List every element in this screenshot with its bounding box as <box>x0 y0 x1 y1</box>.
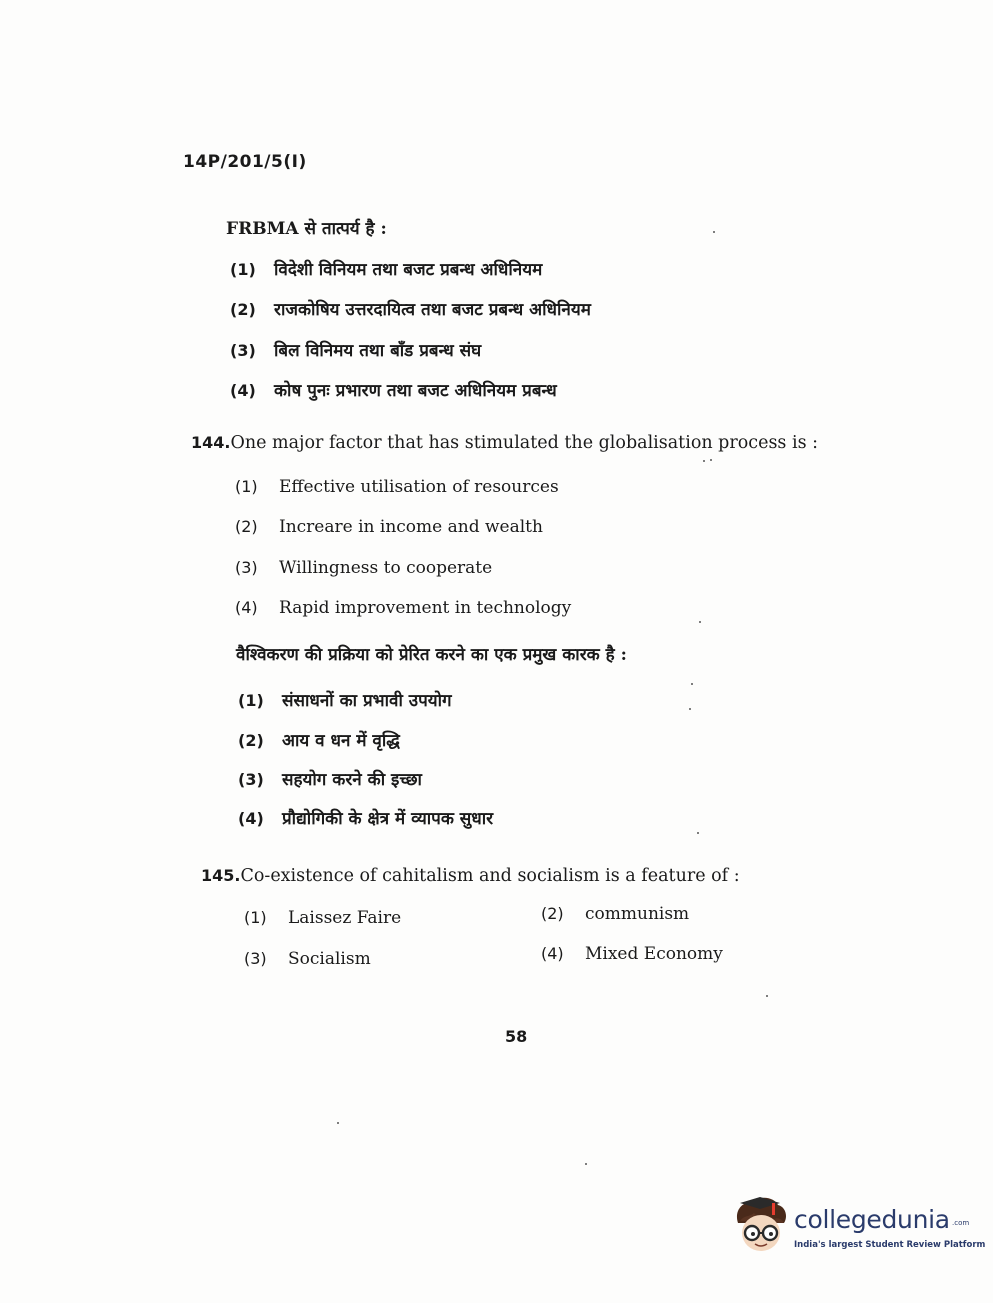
option-text: Mixed Economy <box>585 944 723 964</box>
option-text: कोष पुनः प्रभारण तथा बजट अधिनियम प्रबन्ध <box>274 381 557 401</box>
option-number: (4) <box>541 944 564 963</box>
option-text: communism <box>585 904 690 924</box>
q145-option-2 <box>541 904 689 924</box>
option-number: (1) <box>235 477 258 496</box>
option-text: Willingness to cooperate <box>279 558 493 578</box>
q145-option-1 <box>244 908 401 928</box>
option-text: Laissez Faire <box>288 908 402 928</box>
scan-speck <box>689 708 691 710</box>
option-number: (3) <box>244 949 267 968</box>
scan-speck <box>697 832 699 834</box>
q145-option-3 <box>244 949 371 969</box>
q144-option-2 <box>235 517 543 537</box>
option-number: (2) <box>541 904 564 923</box>
q145-option-4 <box>541 944 723 964</box>
option-text: सहयोग करने की इच्छा <box>282 770 422 790</box>
q143-option-1 <box>230 257 542 280</box>
option-text: राजकोषिय उत्तरदायित्व तथा बजट प्रबन्ध अधिनियम <box>274 300 591 320</box>
q144-hindi-option-1 <box>238 688 452 711</box>
collegedunia-logo <box>730 1193 986 1263</box>
option-number: (1) <box>244 908 267 927</box>
logo-domain-suffix: .com <box>952 1219 970 1227</box>
q144-question <box>191 433 818 453</box>
option-number: (2) <box>235 517 258 536</box>
q143-hindi-question: FRBMA से तात्पर्य है : <box>226 219 387 239</box>
option-text: प्रौद्योगिकी के क्षेत्र में व्यापक सुधार <box>282 809 494 829</box>
question-text: One major factor that has stimulated the globalisation process is : <box>230 433 819 453</box>
q143-option-4 <box>230 378 557 401</box>
option-number: (1) <box>230 260 256 279</box>
question-text: Co-existence of cahitalism and socialism is a feature of : <box>240 866 740 886</box>
q143-option-3 <box>230 338 481 361</box>
scan-speck <box>585 1163 587 1165</box>
option-text: संसाधनों का प्रभावी उपयोग <box>282 691 452 711</box>
option-number: (4) <box>235 598 258 617</box>
scan-speck <box>337 1122 339 1124</box>
scan-speck <box>703 460 705 462</box>
option-number: (3) <box>230 341 256 360</box>
scan-speck <box>699 621 701 623</box>
option-number: (2) <box>230 300 256 319</box>
mascot-icon <box>730 1193 792 1259</box>
page-number: 58 <box>505 1027 528 1046</box>
q143-option-2 <box>230 297 591 320</box>
q144-hindi-option-4 <box>238 806 493 829</box>
q144-option-4 <box>235 598 571 618</box>
option-number: (3) <box>235 558 258 577</box>
option-text: विदेशी विनियम तथा बजट प्रबन्ध अधिनियम <box>274 260 543 280</box>
option-text: बिल विनिमय तथा बॉंड प्रबन्ध संघ <box>274 341 482 361</box>
question-number: 144. <box>191 433 231 452</box>
question-number: 145. <box>201 866 241 885</box>
logo-tagline: India's largest Student Review Platform <box>794 1240 986 1250</box>
option-number: (3) <box>238 770 264 789</box>
option-number: (2) <box>238 731 264 750</box>
option-text: Increare in income and wealth <box>279 517 543 537</box>
logo-wordmark: collegedunia <box>794 1205 950 1234</box>
scan-speck <box>766 995 768 997</box>
paper-code: 14P/201/5(I) <box>183 152 307 172</box>
option-text: आय व धन में वृद्धि <box>282 731 400 751</box>
q145-question <box>201 866 740 886</box>
scan-speck <box>710 459 712 461</box>
q144-hindi-question: वैश्विकरण की प्रक्रिया को प्रेरित करने का एक प्रमुख कारक है : <box>236 645 627 665</box>
q144-option-3 <box>235 558 492 578</box>
option-text: Effective utilisation of resources <box>279 477 559 497</box>
option-text: Rapid improvement in technology <box>279 598 572 618</box>
option-number: (4) <box>230 381 256 400</box>
q144-option-1 <box>235 477 559 497</box>
scan-speck <box>691 683 693 685</box>
q144-hindi-option-2 <box>238 728 400 751</box>
option-number: (1) <box>238 691 264 710</box>
q144-hindi-option-3 <box>238 767 422 790</box>
scan-speck <box>713 231 715 233</box>
option-text: Socialism <box>288 949 371 969</box>
option-number: (4) <box>238 809 264 828</box>
